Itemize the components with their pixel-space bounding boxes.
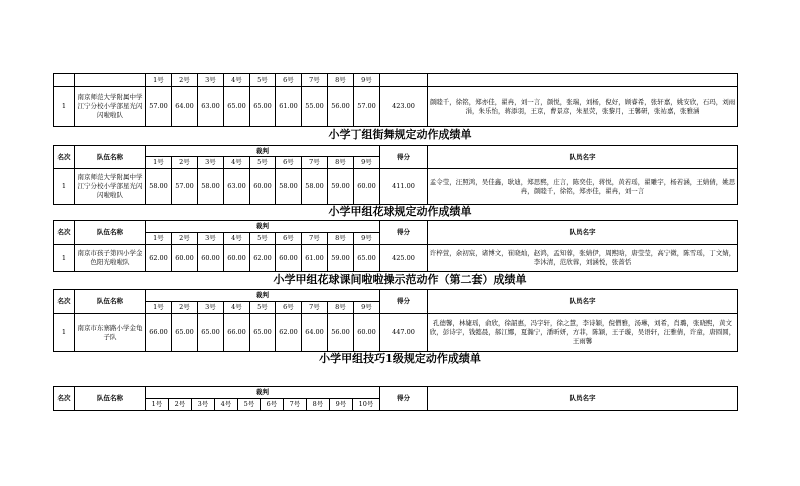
judge-7-header: 7号 [284,399,307,411]
judges-header: 裁判 [146,290,380,302]
judge-7-header: 7号 [302,157,328,169]
judge-6-header: 6号 [261,399,284,411]
score-cell: 58.00 [302,169,328,205]
score-table-section5 [53,386,738,411]
judge-2-header: 2号 [172,157,198,169]
score-cell: 60.00 [250,169,276,205]
judge-8-header: 8号 [328,157,354,169]
score-table-section4 [53,289,738,352]
judge-9-header: 9号 [354,302,380,314]
score-cell: 57.00 [146,87,172,127]
score-cell: 65.00 [250,314,276,352]
judge-5-header: 5号 [250,233,276,245]
judge-1-header: 1号 [146,399,169,411]
score-cell: 62.00 [276,314,302,352]
team-name-cell: 南京市孩子第四小学金色阳光啦啦队 [75,245,146,272]
judge-4-header: 4号 [224,302,250,314]
score-cell: 55.00 [302,87,328,127]
judge-2-header: 2号 [172,233,198,245]
judge-6-header: 6号 [276,302,302,314]
score-cell: 63.00 [224,169,250,205]
rank-cell: 1 [54,87,75,127]
score-cell: 62.00 [250,245,276,272]
score-cell: 57.00 [354,87,380,127]
judge-4-header: 4号 [224,233,250,245]
team-name-header: 队伍名称 [75,221,146,245]
judge-9-header: 9号 [354,233,380,245]
team-name-cell: 南京师范大学附属中学江宁分校小学部星光闪闪啦啦队 [75,169,146,205]
score-cell: 56.00 [328,314,354,352]
judge-7-header: 7号 [302,74,328,87]
team-name-cell: 南京市东寨路小学金龟子队 [75,314,146,352]
total-score-cell: 425.00 [380,245,428,272]
judge-9-header: 9号 [354,157,380,169]
table-row [54,245,738,272]
section-title: 小学丁组街舞规定动作成绩单 [328,128,472,141]
judge-5-header: 5号 [250,302,276,314]
rank-cell: 1 [54,245,75,272]
judge-8-header: 8号 [328,74,354,87]
score-cell: 60.00 [198,245,224,272]
judge-3-header: 3号 [198,302,224,314]
rank-header: 名次 [54,290,75,314]
rank-header: 名次 [54,146,75,169]
judge-3-header: 3号 [192,399,215,411]
rank-header: 名次 [54,387,75,411]
judges-header: 裁判 [146,387,380,399]
score-cell: 65.00 [250,87,276,127]
judge-8-header: 8号 [328,302,354,314]
score-cell: 65.00 [172,314,198,352]
team-name-header: 队伍名称 [75,387,146,411]
score-header: 得分 [380,146,428,169]
members-header: 队员名字 [428,146,738,169]
score-cell: 60.00 [354,314,380,352]
judge-1-header: 1号 [146,302,172,314]
judges-header: 裁判 [146,146,380,157]
score-cell: 65.00 [224,87,250,127]
judge-8-header: 8号 [307,399,330,411]
judge-3-header: 3号 [198,233,224,245]
judge-6-header: 6号 [276,233,302,245]
score-cell: 58.00 [198,169,224,205]
judge-4-header: 4号 [224,74,250,87]
score-cell: 58.00 [146,169,172,205]
judge-4-header: 4号 [224,157,250,169]
judge-2-header: 2号 [169,399,192,411]
judge-6-header: 6号 [276,157,302,169]
judge-1-header: 1号 [146,157,172,169]
judge-8-header: 8号 [328,233,354,245]
score-header: 得分 [380,290,428,314]
members-cell: 颜睦千，徐铭，郑亦佳，翟冉，刘一言，颜悦，张瑞，刘杨，倪好，顾睿希，张轩嘉，姚安欣，石玛，刘雨涓，朱乐怡，蒋添羽，王京，曹景彦，朱星荧，张黎月，王馨研，张祐嘉，张雅涵 [428,87,738,127]
score-header: 得分 [380,221,428,245]
members-header: 队员名字 [428,290,738,314]
members-header: 队员名字 [428,221,738,245]
judge-1-header: 1号 [146,233,172,245]
table-row [54,169,738,205]
score-cell: 61.00 [276,87,302,127]
score-cell: 56.00 [328,87,354,127]
score-cell: 60.00 [276,245,302,272]
total-score-cell: 447.00 [380,314,428,352]
judge-9-header: 9号 [354,74,380,87]
score-cell: 61.00 [302,245,328,272]
score-header: 得分 [380,387,428,411]
members-header: 队员名字 [428,387,738,411]
table-row [54,87,738,127]
score-cell: 59.00 [328,169,354,205]
judge-5-header: 5号 [250,74,276,87]
score-table-section3 [53,220,738,272]
judge-5-header: 5号 [250,157,276,169]
rank-cell: 1 [54,314,75,352]
judge-4-header: 4号 [215,399,238,411]
score-cell: 60.00 [224,245,250,272]
team-name-header: 队伍名称 [75,290,146,314]
score-cell: 57.00 [172,169,198,205]
section-title: 小学甲组技巧1级规定动作成绩单 [319,352,481,365]
team-name-cell: 南京师范大学附属中学江宁分校小学部星光闪闪啦啦队 [75,87,146,127]
score-cell: 64.00 [172,87,198,127]
total-score-cell: 411.00 [380,169,428,205]
score-cell: 62.00 [146,245,172,272]
section-title: 小学甲组花球课间啦啦操示范动作（第二套）成绩单 [273,273,527,286]
score-cell: 65.00 [354,245,380,272]
judges-header: 裁判 [146,221,380,233]
score-cell: 65.00 [198,314,224,352]
judge-7-header: 7号 [302,233,328,245]
members-cell: 许梓萱，余初宸，诸博文，崔晓灿，赵鸿，孟知蓉，张婧伊，周熙晗，唐莹莹，高宁微，陈雪瑶，丁文婧，李沐清，范欣蓉，刘涵悦，张蔷恬 [428,245,738,272]
judge-3-header: 3号 [198,74,224,87]
judge-3-header: 3号 [198,157,224,169]
total-score-cell: 423.00 [380,87,428,127]
table-row [54,314,738,352]
score-cell: 59.00 [328,245,354,272]
rank-header: 名次 [54,221,75,245]
members-cell: 孟令莹，汪照鸿，吴佳鑫，耿迪，郑思熙，庄言，陈奕佳，蒋悦，黄若瑶，翟雕宇，杨若涵，王婧倩，姚思冉，颜睦千，徐铭，郑亦佳，翟冉，刘一言 [428,169,738,205]
score-cell: 66.00 [146,314,172,352]
score-cell: 63.00 [198,87,224,127]
score-cell: 60.00 [172,245,198,272]
score-cell: 66.00 [224,314,250,352]
section-title: 小学甲组花球规定动作成绩单 [328,205,472,218]
judge-1-header: 1号 [146,74,172,87]
judge-6-header: 6号 [276,74,302,87]
judge-9-header: 9号 [330,399,353,411]
members-cell: 孔德馨，林婕瑶，俞欣，徐韶惠，冯宇轩，徐之慧，李诗颖，倪僧雅，汤琳，刘希，肖璐，张晓熙，黄文欣，彭诗宇，钱懿晨，郝江娜，夏瀚宁，潘昕妍，方菲，陈颖，王子璇，吴语轩，汪雅倩，许童，唐圆圆，王雨馨 [428,314,738,352]
score-table-section2 [53,145,738,205]
score-cell: 60.00 [354,169,380,205]
judge-5-header: 5号 [238,399,261,411]
team-name-header: 队伍名称 [75,146,146,169]
rank-cell: 1 [54,169,75,205]
score-cell: 58.00 [276,169,302,205]
score-table-top [53,73,738,127]
score-cell: 64.00 [302,314,328,352]
judge-2-header: 2号 [172,74,198,87]
judge-10-header: 10号 [353,399,380,411]
judge-7-header: 7号 [302,302,328,314]
judge-2-header: 2号 [172,302,198,314]
